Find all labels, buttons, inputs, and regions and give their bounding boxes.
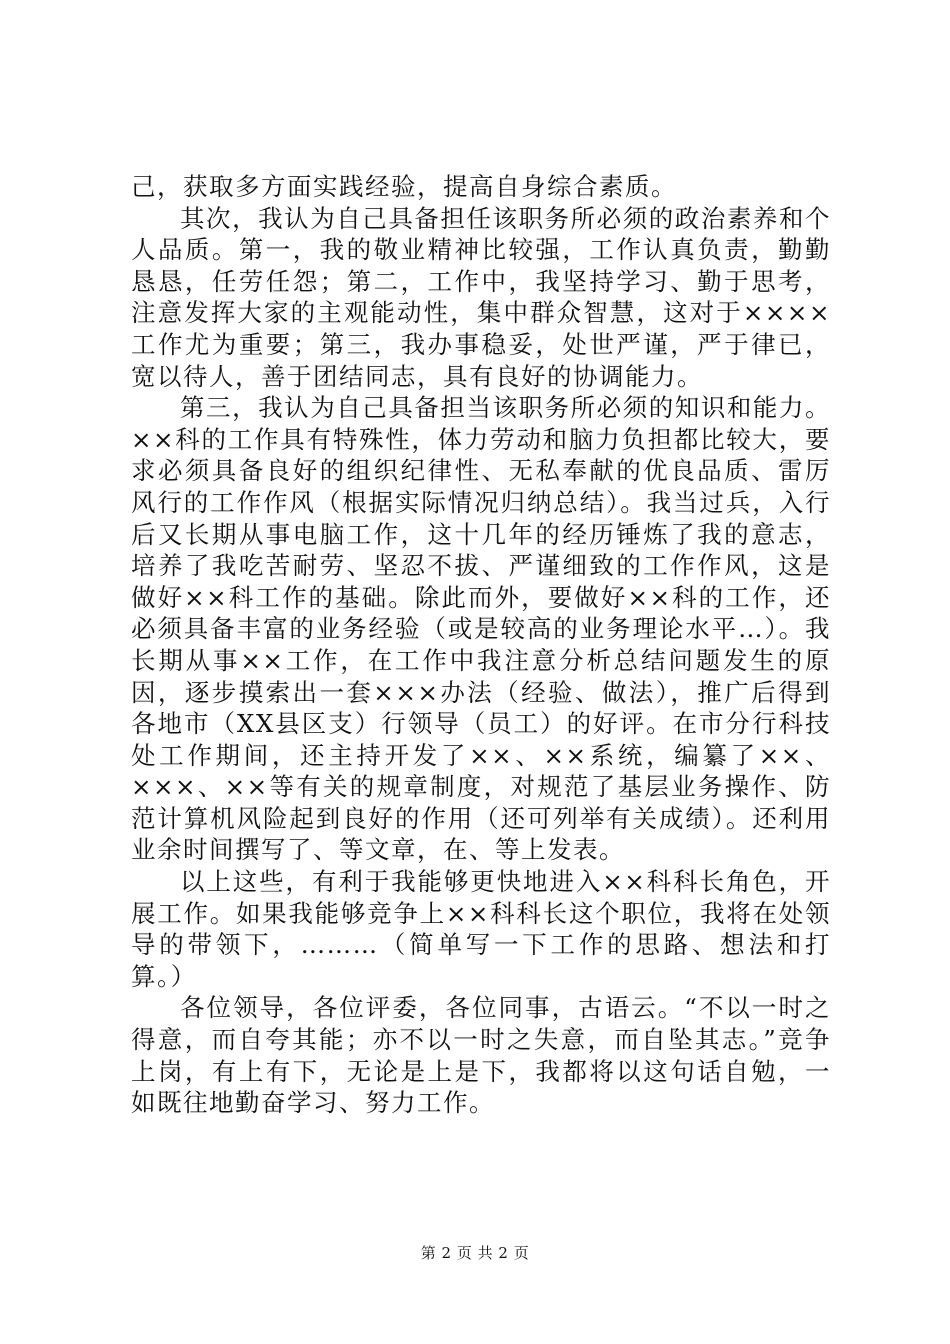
document-body bbox=[131, 171, 831, 1119]
page-number-footer: 第 2 页 共 2 页 bbox=[420, 1244, 530, 1262]
paragraph-continuation: 己，获取多方面实践经验，提高自身综合素质。 bbox=[131, 172, 677, 201]
paragraph-knowledge-ability: 第三，我认为自己具备担当该职务所必须的知识和能力。××科的工作具有特殊性，体力劳动和脑力负担都比较大，要求必须具备良好的组织纪律性、无私奉献的优良品质、雷厉风行的工作作风（根据实际情况归纳总结）。我当过兵，入行后又长期从事电脑工作，这十几年的经历锤炼了我的意志，培养了我吃苦耐劳、坚忍不拔、严谨细致的工作作风，这是做好××科工作的基础。除此而外，要做好××科的工作，还必须具备丰富的业务经验（或是较高的业务理论水平…）。我长期从事××工作，在工作中我注意分析总结问题发生的原因，逐步摸索出一套×××办法（经验、做法），推广后得到各地市（XX县区支）行领导（员工）的好评。在市分行科技处工作期间，还主持开发了××、××系统，编纂了××、×××、××等有关的规章制度，对规范了基层业务操作、防范计算机风险起到良好的作用（还可列举有关成绩）。还利用业余时间撰写了、等文章，在、等上发表。 bbox=[131, 393, 831, 865]
paragraph-closing: 各位领导，各位评委，各位同事，古语云。“不以一时之得意，而自夸其能；亦不以一时之失意，而自坠其志。”竞争上岗，有上有下，无论是上是下，我都将以这句话自勉，一如既往地勤奋学习、努力工作。 bbox=[131, 993, 831, 1118]
paragraph-work-plan: 以上这些，有利于我能够更快地进入××科科长角色，开展工作。如果我能够竞争上××科科长这个职位，我将在处领导的带领下，………（简单写一下工作的思路、想法和打算。） bbox=[131, 867, 831, 991]
paragraph-political-quality: 其次，我认为自己具备担任该职务所必须的政治素养和个人品质。第一，我的敬业精神比较强，工作认真负责，勤勤恳恳，任劳任怨；第二，工作中，我坚持学习、勤于思考，注意发挥大家的主观能动性，集中群众智慧，这对于××××工作尤为重要；第三，我办事稳妥，处世严谨，严于律已，宽以待人，善于团结同志，具有良好的协调能力。 bbox=[131, 203, 831, 391]
